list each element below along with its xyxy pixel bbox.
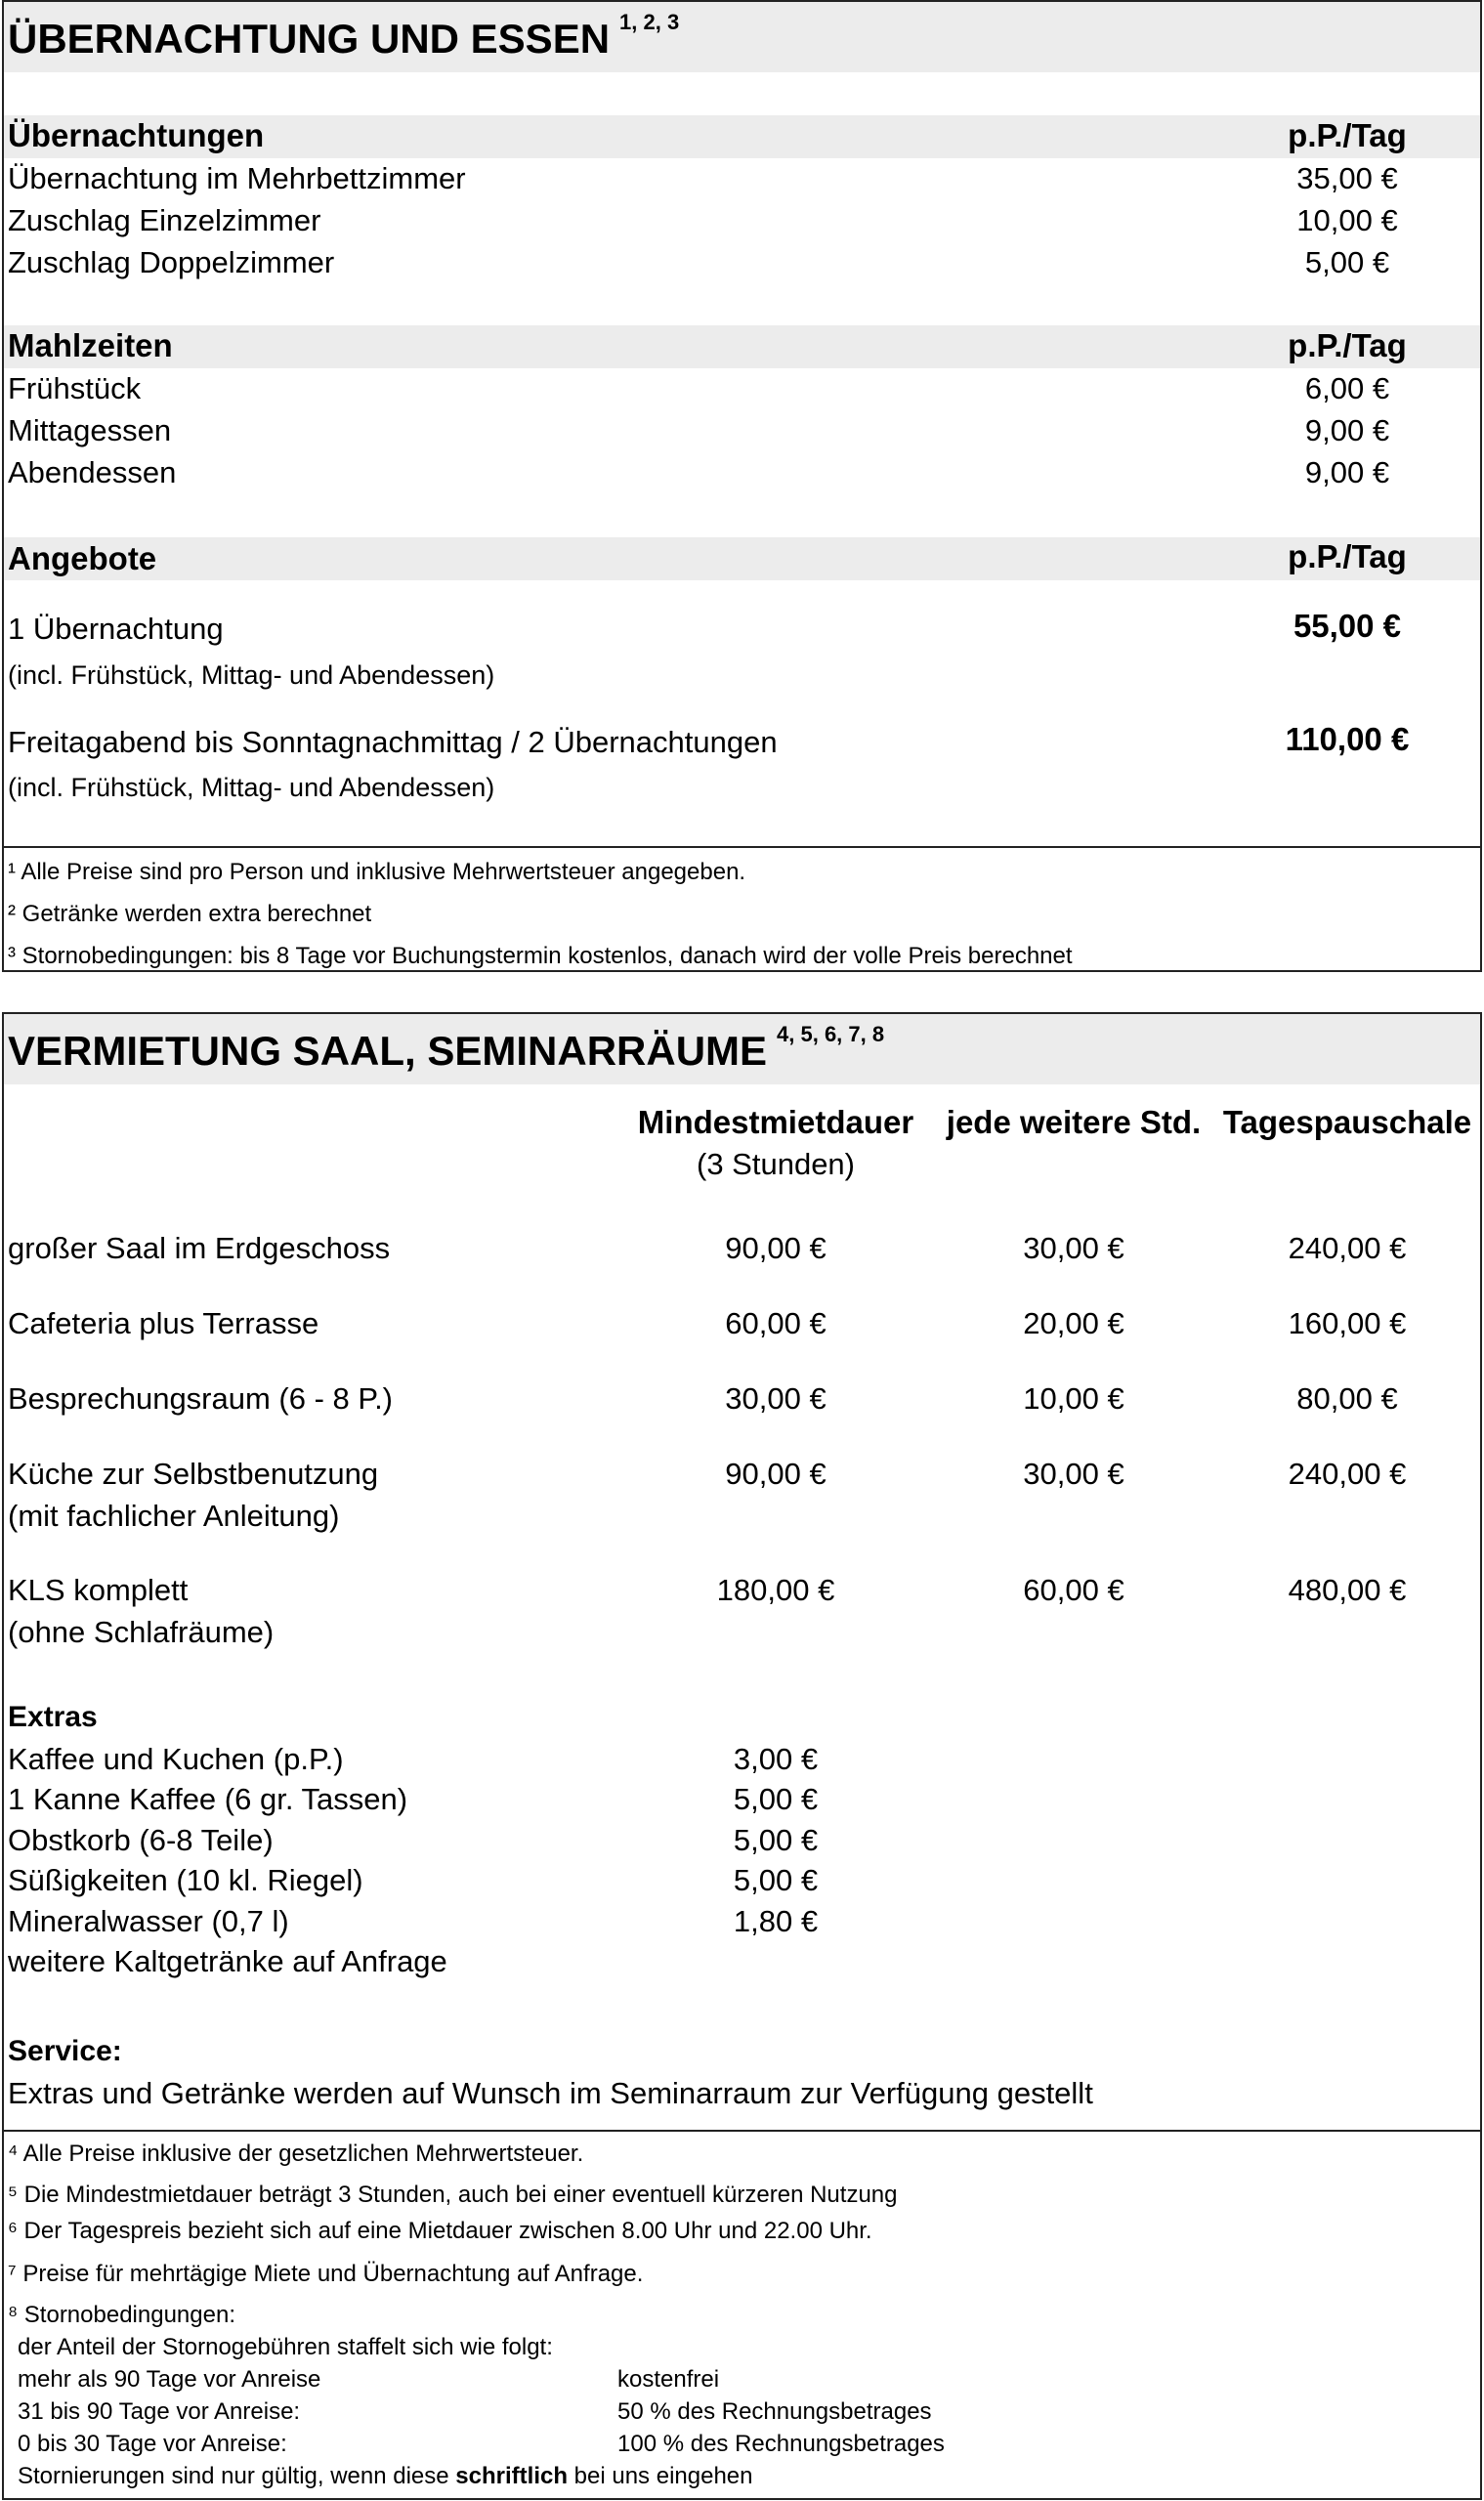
list-item: Abendessen [8, 455, 177, 489]
storno-when: 0 bis 30 Tage vor Anreise: [18, 2431, 287, 2457]
cell-min: 30,00 € [725, 1381, 827, 1416]
price: 5,00 € [733, 1823, 819, 1857]
cell-extra: 60,00 € [1023, 1573, 1124, 1607]
cell-min: 90,00 € [725, 1457, 827, 1491]
table-row-note: (ohne Schlafräume) [8, 1615, 275, 1649]
list-item: Frühstück [8, 371, 142, 405]
section-title: ÜBERNACHTUNG UND ESSEN $^{1, 2, 3}$ [8, 10, 680, 62]
footnote: ⁴ Alle Preise inklusive der gesetzlichen Mehrwertsteuer. [8, 2141, 584, 2167]
cell-min: 60,00 € [725, 1306, 827, 1340]
cell-extra: 10,00 € [1023, 1381, 1124, 1416]
meals-unit: p.P./Tag [1288, 327, 1407, 363]
price: 9,00 € [1304, 413, 1390, 447]
list-item: Obstkorb (6-8 Teile) [8, 1823, 274, 1857]
offer-price: 110,00 € [1285, 721, 1410, 757]
footnote: ⁷ Preise für mehrtägige Miete und Übernachtung auf Anfrage. [8, 2261, 644, 2287]
table-row-label: großer Saal im Erdgeschoss [8, 1231, 391, 1265]
footnote: ¹ Alle Preise sind pro Person und inklusive Mehrwertsteuer angegeben. [8, 859, 746, 885]
meals-heading: Mahlzeiten [8, 327, 173, 363]
price: 35,00 € [1296, 161, 1398, 195]
price: 5,00 € [1304, 245, 1390, 279]
offer-label: 1 Übernachtung [8, 612, 224, 646]
extras-heading: Extras [8, 1701, 98, 1733]
footnote: ² Getränke werden extra berechnet [8, 901, 372, 927]
cell-min: 90,00 € [725, 1231, 827, 1265]
price: 5,00 € [733, 1863, 819, 1897]
divider [4, 2130, 1480, 2132]
divider [4, 846, 1480, 848]
list-item: Süßigkeiten (10 kl. Riegel) [8, 1863, 363, 1897]
storno-fee: 100 % des Rechnungsbetrages [617, 2431, 945, 2457]
section-title: VERMIETUNG SAAL, SEMINARRÄUME $^{4, 5, 6, 7, 8}$ [8, 1022, 885, 1074]
price: 5,00 € [733, 1782, 819, 1816]
cell-extra: 20,00 € [1023, 1306, 1124, 1340]
cell-extra: 30,00 € [1023, 1457, 1124, 1491]
overnight-unit: p.P./Tag [1288, 117, 1407, 153]
cell-day: 80,00 € [1296, 1381, 1398, 1416]
storno-fee: kostenfrei [617, 2366, 720, 2393]
cell-min: 180,00 € [716, 1573, 835, 1607]
service-text: Extras und Getränke werden auf Wunsch im Seminarraum zur Verfügung gestellt [8, 2076, 1093, 2110]
storno-when: 31 bis 90 Tage vor Anreise: [18, 2398, 301, 2425]
table-row-label: Besprechungsraum (6 - 8 P.) [8, 1381, 394, 1416]
offers-heading: Angebote [8, 540, 157, 576]
storno-fee: 50 % des Rechnungsbetrages [617, 2398, 932, 2425]
service-heading: Service: [8, 2035, 122, 2067]
price: 1,80 € [733, 1904, 819, 1938]
table-row-label: KLS komplett [8, 1573, 189, 1607]
footnote: ⁶ Der Tagespreis bezieht sich auf eine Mietdauer zwischen 8.00 Uhr und 22.00 Uhr. [8, 2218, 872, 2244]
list-item: Übernachtung im Mehrbettzimmer [8, 161, 466, 195]
offer-note: (incl. Frühstück, Mittag- und Abendessen) [8, 660, 495, 690]
price: 6,00 € [1304, 371, 1390, 405]
col-header-extra: jede weitere Std. [946, 1104, 1202, 1140]
list-item: Mineralwasser (0,7 l) [8, 1904, 289, 1938]
price: 9,00 € [1304, 455, 1390, 489]
col-header-day: Tagespauschale [1222, 1104, 1472, 1140]
footnote: ³ Stornobedingungen: bis 8 Tage vor Buchungstermin kostenlos, danach wird der volle Preis berechnet [8, 943, 1073, 969]
list-item: Zuschlag Doppelzimmer [8, 245, 335, 279]
price: 3,00 € [733, 1742, 819, 1776]
col-header-min: Mindestmietdauer [637, 1104, 914, 1140]
list-item: Zuschlag Einzelzimmer [8, 203, 321, 237]
storno-when: mehr als 90 Tage vor Anreise [18, 2366, 321, 2393]
footnote: ⁵ Die Mindestmietdauer beträgt 3 Stunden, auch bei einer eventuell kürzeren Nutzung [8, 2182, 898, 2208]
col-header-min-note: (3 Stunden) [697, 1147, 855, 1181]
storno-final: Stornierungen sind nur gültig, wenn diese schriftlich bei uns eingehen [18, 2463, 753, 2489]
storno-title: ⁸ Stornobedingungen: [8, 2302, 235, 2328]
offer-price: 55,00 € [1293, 608, 1402, 644]
cell-day: 240,00 € [1288, 1457, 1407, 1491]
table-row-label: Cafeteria plus Terrasse [8, 1306, 319, 1340]
extras-more: weitere Kaltgetränke auf Anfrage [8, 1944, 447, 1978]
cell-day: 480,00 € [1288, 1573, 1407, 1607]
table-row-label: Küche zur Selbstbenutzung [8, 1457, 379, 1491]
list-item: Mittagessen [8, 413, 172, 447]
cell-day: 240,00 € [1288, 1231, 1407, 1265]
section-room-rental [2, 1012, 1482, 2500]
offers-unit: p.P./Tag [1288, 538, 1407, 574]
cell-day: 160,00 € [1288, 1306, 1407, 1340]
offer-note: (incl. Frühstück, Mittag- und Abendessen) [8, 773, 495, 802]
section-overnight-food [2, 0, 1482, 972]
storno-intro: der Anteil der Stornogebühren staffelt sich wie folgt: [18, 2334, 553, 2360]
list-item: 1 Kanne Kaffee (6 gr. Tassen) [8, 1782, 408, 1816]
offer-label: Freitagabend bis Sonntagnachmittag / 2 Übernachtungen [8, 725, 778, 759]
overnight-heading: Übernachtungen [8, 117, 265, 153]
table-row-note: (mit fachlicher Anleitung) [8, 1499, 340, 1533]
cell-extra: 30,00 € [1023, 1231, 1124, 1265]
price: 10,00 € [1296, 203, 1398, 237]
list-item: Kaffee und Kuchen (p.P.) [8, 1742, 344, 1776]
